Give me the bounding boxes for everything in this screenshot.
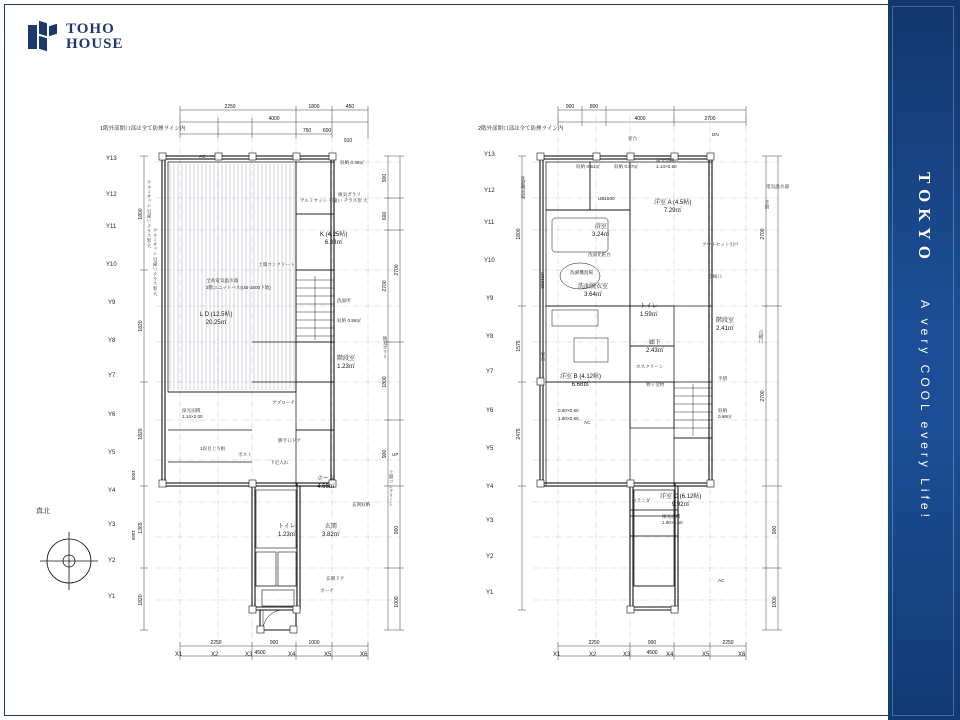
floor1-room-toilet bbox=[278, 524, 296, 539]
floor1-room-ld bbox=[200, 312, 232, 327]
floor2-daylight-1-label: 採光面積 bbox=[656, 158, 675, 163]
floor1-room-k-name: K bbox=[320, 232, 325, 238]
floor1-ylabel-Y13: Y13 bbox=[106, 156, 117, 162]
floor2-note-dn: DN bbox=[712, 132, 719, 137]
svg-text:1575: 1575 bbox=[516, 340, 522, 352]
floor1-ylabel-Y9: Y9 bbox=[108, 300, 116, 306]
floor1-ylabel-Y7: Y7 bbox=[108, 373, 116, 379]
floor2-ylabel-Y9: Y9 bbox=[486, 296, 494, 302]
floor2-drawing bbox=[478, 90, 808, 670]
floor2-room-c-tatami: (6.12帖) bbox=[679, 494, 702, 500]
floor1-xlabel-X1: X1 bbox=[175, 652, 183, 658]
floor2-daylight-2-value: 1.60×1.60 bbox=[662, 520, 683, 525]
floor2-ylabel-Y2: Y2 bbox=[486, 554, 494, 560]
frame-bottom bbox=[4, 715, 956, 716]
floor2-room-storage1-name: 収納 bbox=[576, 164, 586, 169]
floor1-room-storage1-area: 0.40㎡ bbox=[350, 160, 365, 165]
svg-text:900: 900 bbox=[772, 525, 778, 535]
floor2-room-storage3-area: 0.66㎡ bbox=[718, 414, 732, 419]
floor2-balcony-label: ベランダ bbox=[632, 498, 651, 503]
svg-text:1800: 1800 bbox=[382, 376, 388, 388]
floor2-ylabel-Y5: Y5 bbox=[486, 446, 494, 452]
floor1-room-k-area: 6.88㎡ bbox=[324, 239, 343, 246]
svg-text:1000: 1000 bbox=[394, 596, 400, 608]
floor2-room-corridor-area: 2.43㎡ bbox=[646, 347, 664, 354]
floor2-daylight-2-label: 採光面積 bbox=[662, 514, 681, 519]
floor2-ylabel-Y7: Y7 bbox=[486, 369, 494, 375]
floor1-dim-note-left: 1800 bbox=[131, 470, 136, 481]
floor1-note-sash: アルミサッシ 引違い テラス窓 大 bbox=[300, 198, 368, 203]
floor2-ac-label-2: AC bbox=[718, 578, 725, 583]
floor2-room-storage3-name: 収納 bbox=[718, 408, 728, 413]
floor1-daylight-area bbox=[182, 408, 203, 419]
floor1-porch-label: ポーチ bbox=[320, 588, 334, 593]
floor1-room-k-tatami: (4.25帖) bbox=[325, 232, 348, 238]
floor1-room-storage1-name: 収納 bbox=[340, 160, 350, 165]
floor1-ylabel-Y6: Y6 bbox=[108, 412, 116, 418]
floor1-left-note-1: アルミサッシ 引違い テラス窓 大 bbox=[147, 180, 152, 249]
floor1-left-note-2: アルミサッシ 引違い テラス窓 大 bbox=[153, 228, 158, 297]
floor1-ylabel-Y4: Y4 bbox=[108, 488, 116, 494]
floor2-daylight-2 bbox=[662, 514, 683, 525]
floor1-room-ld-area: 20.25㎡ bbox=[205, 319, 227, 326]
svg-text:4000: 4000 bbox=[634, 116, 646, 122]
floor2-room-corridor-name: 廊下 bbox=[648, 340, 661, 346]
floor2-room-toilet-area: 1.59㎡ bbox=[640, 311, 658, 318]
floor2-room-a-tatami: (4.5帖) bbox=[673, 200, 692, 206]
floor1-room-ld-name: L D bbox=[200, 312, 210, 318]
floor2-xlabel-X4: X4 bbox=[666, 652, 674, 658]
floor2-left-vnote-1: 洗濯機置場 bbox=[521, 176, 526, 199]
svg-text:4500: 4500 bbox=[254, 650, 266, 656]
floor1-note-vent: 換気ガラリ bbox=[338, 192, 361, 197]
svg-text:900: 900 bbox=[565, 104, 575, 110]
floor2-note-laundry: 洗濯機置場 bbox=[570, 270, 593, 275]
floor2-ylabel-Y8: Y8 bbox=[486, 334, 494, 340]
floor2-note-sill: 窓台 bbox=[628, 136, 638, 141]
floor1-room-ld-tatami: (12.5帖) bbox=[210, 312, 233, 318]
floor1-ylabel-Y12: Y12 bbox=[106, 192, 117, 198]
floor2-ylabel-Y6: Y6 bbox=[486, 408, 494, 414]
floor2-room-toilet bbox=[640, 304, 658, 319]
svg-text:1365: 1365 bbox=[138, 522, 144, 534]
floor2-ylabel-Y10: Y10 bbox=[484, 258, 495, 264]
floor1-xlabel-X2: X2 bbox=[211, 652, 219, 658]
floor1-room-storage2-area: 0.56㎡ bbox=[347, 318, 362, 323]
floor2-xlabel-X1: X1 bbox=[553, 652, 561, 658]
floor1-washroom-label: 洗面所 bbox=[337, 298, 351, 303]
floor1-ac-label: AC bbox=[199, 154, 206, 159]
floor2-room-bath bbox=[592, 224, 610, 239]
svg-text:2250: 2250 bbox=[224, 104, 236, 110]
svg-text:1820: 1820 bbox=[138, 428, 144, 440]
floor1-ylabel-Y10: Y10 bbox=[106, 262, 117, 268]
floor2-room-washroom-name: 洗面脱衣室 bbox=[578, 284, 609, 290]
floor1-room-hall-area: 4.66㎡ bbox=[317, 483, 335, 490]
floor2-ac-label: AC bbox=[584, 420, 591, 425]
svg-text:900: 900 bbox=[269, 640, 279, 646]
floor1-room-stairs bbox=[337, 356, 355, 371]
floor2-note-hanger: 物干金物 bbox=[646, 382, 665, 387]
floor2-note-ub: UB1600 bbox=[598, 196, 615, 201]
band-title: TOKYO bbox=[915, 172, 934, 265]
floor2-room-b bbox=[560, 374, 601, 389]
floor2-xlabel-X3: X3 bbox=[623, 652, 631, 658]
floor1-note-shoebox: 下足入れ bbox=[270, 460, 289, 465]
floor1-right-note-2: 土間コンクリート bbox=[389, 470, 394, 507]
floor2-note-outset-door: アウトセット引戸 bbox=[702, 242, 739, 247]
floor2-note-heater: 電気温水器 bbox=[766, 184, 789, 189]
floor2-note-hoscleen: ホスクリーン bbox=[636, 364, 664, 369]
floor1-room-stairs-area: 1.23㎡ bbox=[337, 363, 355, 370]
floor2-note-inspection: 点検口 bbox=[708, 274, 722, 279]
floor1-ylabel-Y5: Y5 bbox=[108, 450, 116, 456]
floor1-note-step: 1段目上り框 bbox=[200, 446, 226, 451]
floor2-room-corridor bbox=[646, 340, 664, 355]
floor2-note: 2階外部開口部は全て防煙ライン内 bbox=[478, 126, 564, 132]
floor2-room-bath-name: 浴室 bbox=[594, 224, 607, 230]
floor2-room-c bbox=[660, 494, 701, 509]
floor1-entrance-door-label: 玄関ドア bbox=[326, 576, 345, 581]
compass-icon bbox=[38, 530, 100, 592]
floor2-ylabel-Y3: Y3 bbox=[486, 518, 494, 524]
floor1-room-genkan-name: 玄関 bbox=[324, 524, 337, 530]
band-tagline: A very COOL every Life! bbox=[918, 300, 932, 521]
floor1-room-storage2-name: 収納 bbox=[337, 318, 347, 323]
floor1-note-unitbath: 2階ユニットバス(UB-1600下地) bbox=[206, 285, 271, 290]
floor1-room-genkan bbox=[322, 524, 340, 539]
floor1-room-toilet-name: トイレ bbox=[278, 524, 296, 530]
svg-text:1800: 1800 bbox=[308, 104, 320, 110]
floor2-daylight-1-value: 1.14×0.50 bbox=[656, 164, 677, 169]
floor1-ylabel-Y11: Y11 bbox=[106, 224, 117, 230]
floor1-right-note-1: 換気ガラリ bbox=[383, 336, 388, 359]
svg-text:1000: 1000 bbox=[772, 596, 778, 608]
floor2-room-a bbox=[654, 200, 691, 215]
floor1-room-hall-name: ホール bbox=[317, 476, 335, 482]
floor1-note-genkan-storage: 玄関収納 bbox=[352, 502, 371, 507]
floor1-note-water-heater: 全高電気温水器 bbox=[206, 278, 239, 283]
floor2-room-stairs bbox=[716, 318, 734, 333]
floor2-left-vnote-2: UB1600 bbox=[540, 272, 545, 289]
svg-text:1820: 1820 bbox=[138, 320, 144, 332]
svg-text:1800: 1800 bbox=[138, 208, 144, 220]
floor1-note-concrete: 土間コンクリート bbox=[258, 262, 295, 267]
floor1-room-toilet-area: 1.23㎡ bbox=[278, 531, 296, 538]
floor2-room-storage1-area: 0.61㎡ bbox=[586, 164, 601, 169]
floor2-room-washroom bbox=[578, 284, 608, 299]
svg-text:2700: 2700 bbox=[394, 264, 400, 276]
floor2-left-vnote-3: 窓台 bbox=[541, 352, 546, 362]
svg-text:2700: 2700 bbox=[760, 228, 766, 240]
floor2-xlabel-X2: X2 bbox=[589, 652, 597, 658]
logo-wordmark bbox=[66, 22, 124, 52]
floor1-xlabel-X5: X5 bbox=[324, 652, 332, 658]
svg-text:900: 900 bbox=[647, 640, 657, 646]
floor2-note-dim2: 1.60×0.50 bbox=[558, 416, 579, 421]
floor2-xlabel-X6: X6 bbox=[738, 652, 746, 658]
floor2-room-storage1 bbox=[576, 164, 600, 170]
svg-text:600: 600 bbox=[322, 128, 332, 134]
floor2-room-storage2-name: 収納 bbox=[614, 164, 624, 169]
svg-text:2250: 2250 bbox=[588, 640, 600, 646]
floor1-ylabel-Y1: Y1 bbox=[108, 594, 116, 600]
svg-text:910: 910 bbox=[343, 138, 353, 144]
svg-text:2250: 2250 bbox=[722, 640, 734, 646]
floor2-ylabel-Y4: Y4 bbox=[486, 484, 494, 490]
floor1-daylight-value: 1.14×2.00 bbox=[182, 414, 203, 419]
floor2-room-storage3 bbox=[718, 408, 732, 420]
frame-top bbox=[4, 4, 956, 5]
floor2-right-vnote-2: 点検口 bbox=[759, 330, 764, 344]
floor1-room-hall bbox=[317, 476, 335, 491]
floor1-room-k bbox=[320, 232, 347, 247]
logo-line-1: TOHO bbox=[66, 21, 115, 37]
floor2-note-vanity: 洗面化粧台 bbox=[588, 252, 611, 257]
floor2-room-bath-area: 3.24㎡ bbox=[592, 231, 610, 238]
floor1-room-genkan-area: 3.82㎡ bbox=[322, 531, 340, 538]
floor2-room-storage2 bbox=[614, 164, 638, 170]
floor1-ylabel-Y8: Y8 bbox=[108, 338, 116, 344]
svg-text:4000: 4000 bbox=[268, 116, 280, 122]
floor2-right-vnote-1: 手摺 bbox=[765, 200, 770, 210]
floor2-ylabel-Y1: Y1 bbox=[486, 590, 494, 596]
floor1-xlabel-X6: X6 bbox=[360, 652, 368, 658]
floor2-room-washroom-area: 3.64㎡ bbox=[584, 291, 602, 298]
svg-text:2475: 2475 bbox=[516, 428, 522, 440]
floor1-dim-note-left2: 1365 bbox=[131, 530, 136, 541]
floor1-note-post: ポスト bbox=[238, 452, 252, 457]
floor2-room-toilet-name: トイレ bbox=[640, 304, 658, 310]
floor2-room-storage2-area: 0.67㎡ bbox=[624, 164, 639, 169]
floor1-ylabel-Y3: Y3 bbox=[108, 522, 116, 528]
logo-mark-icon bbox=[28, 22, 58, 52]
floor2-note-dim1: 0.60×0.50 bbox=[558, 408, 579, 413]
floor2-room-b-area: 6.68㎡ bbox=[571, 381, 590, 388]
svg-text:1800: 1800 bbox=[516, 228, 522, 240]
floor2-ylabel-Y11: Y11 bbox=[484, 220, 495, 226]
floor2-room-c-name: 洋室 C bbox=[660, 494, 679, 500]
floor1-room-storage2 bbox=[337, 318, 361, 324]
frame-left bbox=[4, 4, 5, 716]
floor2-xlabel-X5: X5 bbox=[702, 652, 710, 658]
svg-text:2700: 2700 bbox=[704, 116, 716, 122]
svg-text:800: 800 bbox=[589, 104, 599, 110]
floor2-room-b-tatami: (4.12帖) bbox=[579, 374, 602, 380]
floor2-room-a-area: 7.29㎡ bbox=[663, 207, 682, 214]
floor1-ylabel-Y2: Y2 bbox=[108, 558, 116, 564]
floor1-note: 1階外部開口部は全て防煙ライン内 bbox=[100, 126, 186, 132]
svg-text:1000: 1000 bbox=[308, 640, 320, 646]
logo bbox=[28, 22, 124, 52]
floor1-drawing bbox=[100, 90, 430, 670]
floor2-room-stairs-name: 階段室 bbox=[716, 318, 735, 324]
floor2-room-b-name: 洋室 B bbox=[560, 374, 578, 380]
svg-text:900: 900 bbox=[382, 173, 388, 183]
svg-text:1820: 1820 bbox=[138, 594, 144, 606]
svg-text:4500: 4500 bbox=[646, 650, 658, 656]
svg-text:2700: 2700 bbox=[382, 280, 388, 292]
floor2-room-c-area: 9.92㎡ bbox=[671, 501, 690, 508]
floor1-xlabel-X3: X3 bbox=[245, 652, 253, 658]
svg-text:900: 900 bbox=[382, 449, 388, 459]
svg-text:600: 600 bbox=[382, 211, 388, 221]
floor1-note-approach: アプローチ bbox=[272, 400, 295, 405]
svg-text:750: 750 bbox=[302, 128, 312, 134]
svg-text:900: 900 bbox=[394, 525, 400, 535]
floor2-note-handrail: 手摺 bbox=[718, 376, 728, 381]
floor2-room-a-name: 洋室 A bbox=[654, 200, 672, 206]
floor2-room-stairs-area: 2.41㎡ bbox=[716, 325, 734, 332]
floor2-daylight-1 bbox=[656, 158, 677, 169]
floor1-room-stairs-name: 階段室 bbox=[337, 356, 356, 362]
svg-text:450: 450 bbox=[345, 104, 355, 110]
compass-label: 真北 bbox=[36, 508, 50, 515]
floor2-ylabel-Y12: Y12 bbox=[484, 188, 495, 194]
floor1-note-backdoor: 勝手口ドア bbox=[278, 438, 301, 443]
logo-line-2: HOUSE bbox=[66, 36, 124, 52]
floor1-xlabel-X4: X4 bbox=[288, 652, 296, 658]
svg-text:2700: 2700 bbox=[760, 390, 766, 402]
floor1-room-storage1 bbox=[340, 160, 364, 166]
floor2-ylabel-Y13: Y13 bbox=[484, 152, 495, 158]
floor1-note-up: UP bbox=[392, 452, 399, 457]
svg-text:2250: 2250 bbox=[210, 640, 222, 646]
floor1-daylight-label: 採光面積 bbox=[182, 408, 201, 413]
